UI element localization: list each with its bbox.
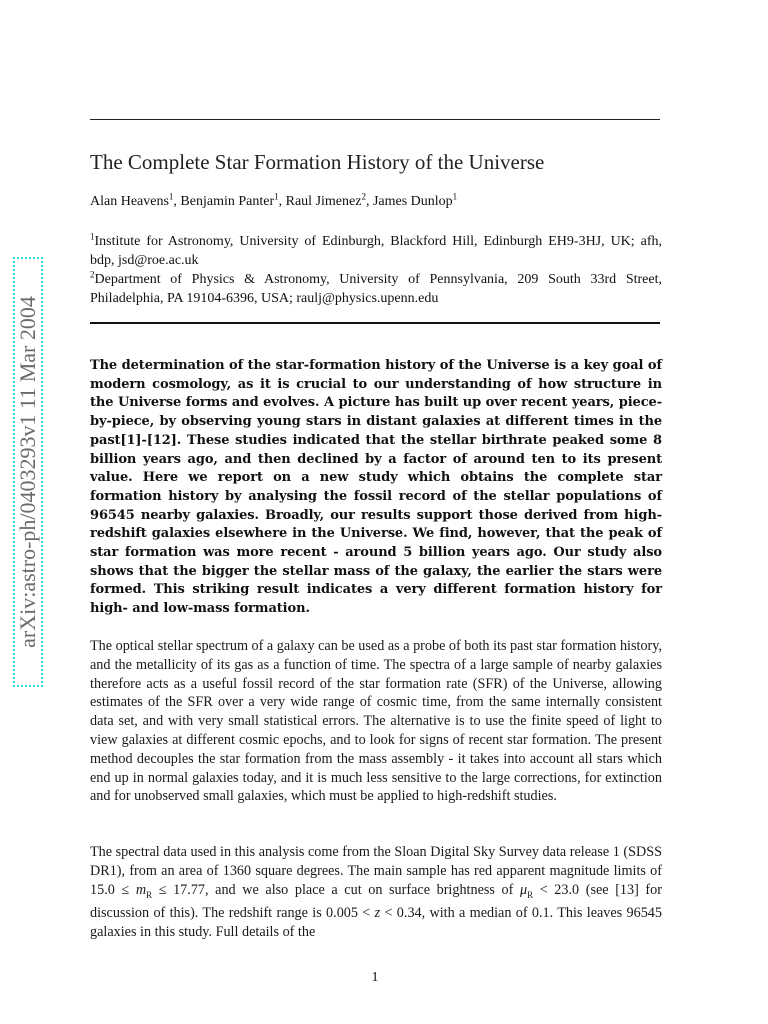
arxiv-stamp (13, 257, 43, 687)
affiliation-mark: 1 (90, 231, 95, 242)
author-name: Raul Jimenez (285, 194, 362, 209)
header-rule (90, 322, 660, 324)
math-symbol: m (135, 881, 147, 898)
paper-title: The Complete Star Formation History of the Universe (90, 150, 545, 174)
body-paragraph-2 (90, 843, 662, 942)
author-name: Alan Heavens (90, 194, 169, 209)
author-list: Alan Heavens$^1$, Benjamin Panter$^1$, Raul Jimenez$^2$, James Dunlop$^1$ (90, 191, 458, 209)
affiliation-text: Institute for Astronomy, University of Edinburgh, Blackford Hill, Edinburgh EH9-3HJ, UK; afh, bdp, jsd@roe.ac.uk (90, 234, 662, 268)
affiliation-mark: 1 (274, 191, 279, 202)
affiliation-1 (90, 232, 662, 270)
abstract: The determination of the star-formation history of the Universe is a key goal of modern cosmology, as it is crucial to our understanding of how structure in the Universe forms and evolves. A picture has built up over recent years, piece-by-piece, by observing young stars in distant galaxies at different times in the past[1]-[12]. These studies indicated that the stellar birthrate peaked some 8 billion years ago, and then declined by a factor of around ten to its present value. Here we report on a new study which obtains the complete star formation history by analysing the fossil record of the stellar populations of 96545 nearby galaxies. Broadly, our results support those derived from high-redshift galaxies elsewhere in the Universe. We find, however, that the peak of star formation was more recent - around 5 billion years ago. Our study also shows that the bigger the stellar mass of the galaxy, the earlier the stars were formed. This striking result indicates a very different formation history for high- and low-mass formation. (90, 358, 662, 617)
affiliation-mark: 2 (90, 269, 95, 280)
arxiv-id: arXiv:astro-ph/0403293v1 11 Mar 2004 (15, 296, 40, 648)
text-run: ≤ 17.77, and we also place a cut on surface brightness of (152, 881, 520, 898)
affiliation-2 (90, 270, 662, 308)
affiliation-text: Department of Physics & Astronomy, University of Pennsylvania, 209 South 33rd Street, Philadelphia, PA 19104-6396, USA; raulj@physics.upenn.edu (90, 272, 662, 306)
page-number: 1 (371, 970, 379, 985)
affiliation-mark: 1 (168, 191, 174, 202)
author-name: James Dunlop (372, 194, 453, 209)
math-subscript: R (146, 889, 153, 900)
affiliation-mark: 1 (452, 191, 458, 202)
text-run: < 0.34, with a median of 0.1. This leaves 96545 galaxies in this study. Full details of the (90, 905, 662, 941)
body-paragraph-1: The optical stellar spectrum of a galaxy can be used as a probe of both its past star formation history, and the metallicity of its gas as a function of time. The spectra of a large sample of nearby galaxies therefore acts as a useful fossil record of the star formation rate (SFR) of the Universe, allowing estimates of the SFR over a very wide range of cosmic time, from the same internally consistent data set, and with very small statistical errors. The alternative is to use the finite speed of light to view galaxies at different cosmic epochs, and to look for signs of recent star formation. The present method decouples the star formation from the mass assembly - it takes into account all stars which end up in normal galaxies today, and it is much less sensitive to the large corrections, for extinction and for unobserved small galaxies, which must be applied to high-redshift studies. (90, 638, 662, 805)
top-rule (90, 119, 660, 120)
math-subscript: R (527, 889, 534, 900)
affiliation-mark: 2 (361, 191, 366, 202)
math-symbol: z (374, 905, 381, 922)
text-run: < 23.0 (see [13] for discussion of this). The redshift range is 0.005 < (90, 881, 662, 922)
text-run: The spectral data used in this analysis come from the Sloan Digital Sky Survey data release 1 (SDSS DR1), from an area of 1360 square degrees. The main sample has red apparent magnitude limits of 15.0 ≤ (90, 844, 662, 898)
math-symbol: μ (519, 881, 528, 898)
author-name: Benjamin Panter (180, 194, 275, 209)
